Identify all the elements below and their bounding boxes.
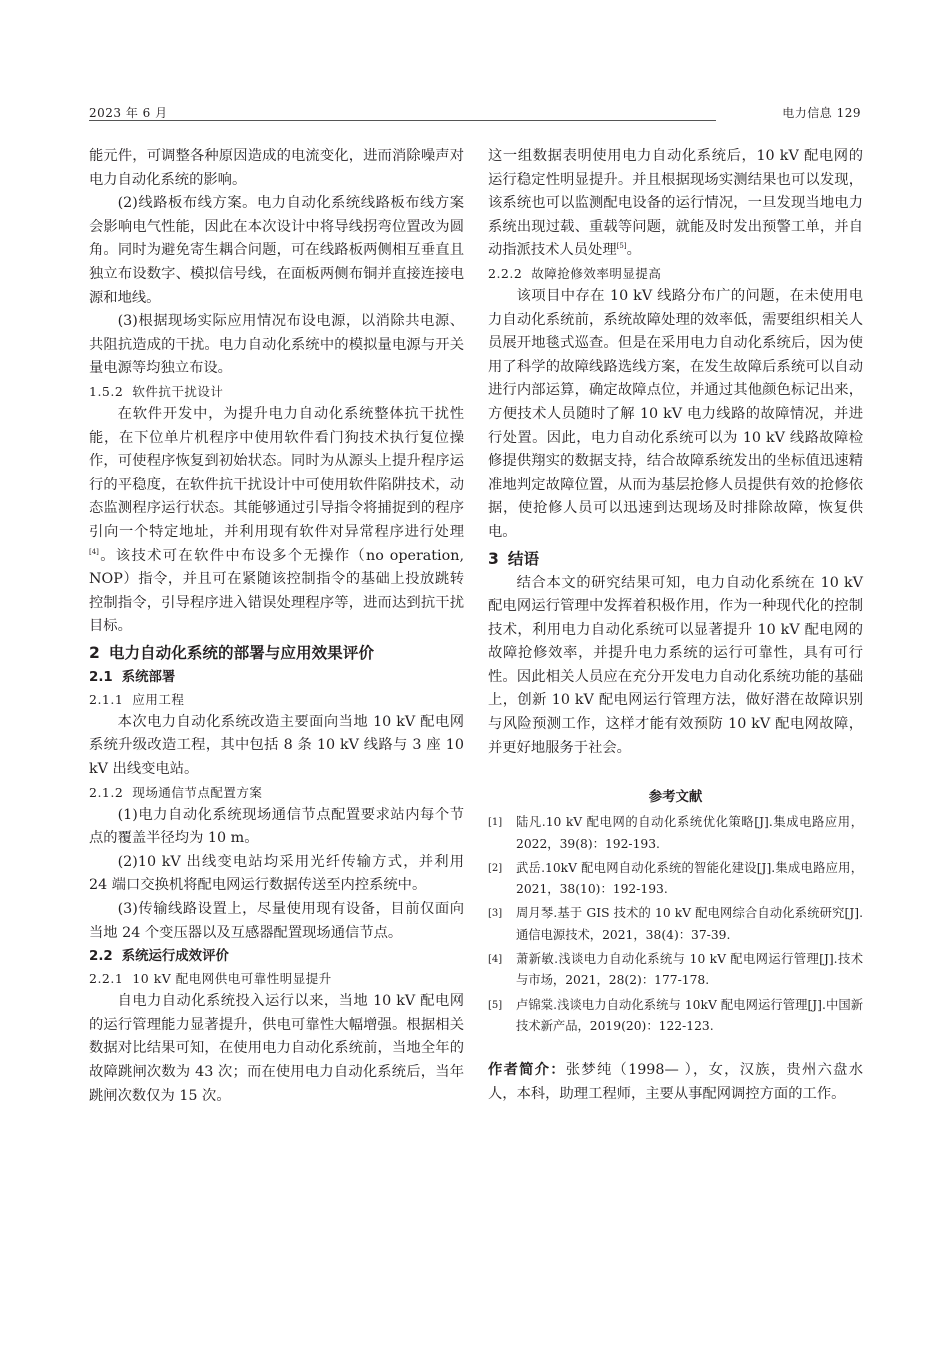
reference-number: [2]: [488, 862, 503, 874]
section-heading-2-2: [89, 945, 464, 968]
paragraph: [89, 403, 464, 639]
reference-item: [488, 903, 863, 946]
references-title: 参考文献: [648, 790, 703, 806]
paragraph: 该项目中存在 10 kV 线路分布广的问题，在未使用电力自动化系统前，系统故障处理的效率低，需要组织相关人员展开地毯式巡查。但是在采用电力自动化系统后，因为使用了科学的故障线路选线方案，在发生故障后系统可以自动进行内部运算，确定故障点位，并通过其他颜色标记出来，方便技术人员随时了解 10 kV 电力线路的故障情况，并进行处置。因此，电力自动化系统可以为 10 kV 线路故障检修提供翔实的数据支持，结合故障系统发出的坐标值迅速精准地判定故障位置，从而为基层抢修人员提供有效的抢修依据，使抢修人员可以迅速到达现场及时排除故障，恢复供电。: [488, 287, 863, 540]
reference-number: [1]: [488, 817, 503, 829]
section-heading-2-1: [89, 666, 464, 689]
reference-list: [488, 812, 863, 1037]
section-heading-3: [488, 547, 863, 571]
reference-text: 武岳.10kV 配电网自动化系统的智能化建设[J].集成电路应用，2021，38(10)：192-193.: [516, 860, 863, 897]
right-column: [488, 145, 863, 1106]
section-number: 1.5.2: [89, 383, 124, 399]
paragraph: (3)传输线路设置上，尽量使用现有设备，目前仅面向当地 24 个变压器以及互感器配置现场通信节点。: [89, 901, 464, 941]
paragraph: (3)根据现场实际应用情况布设电源，以消除共电源、共阻抗造成的干扰。电力自动化系统中的模拟量电源与开关量电源等均独立布设。: [89, 313, 464, 377]
reference-number: [5]: [488, 999, 503, 1011]
section-title: 系统部署: [121, 669, 176, 685]
paragraph: [488, 145, 863, 263]
reference-text: 萧新敏.浅谈电力自动化系统与 10 kV 配电网运行管理[J].技术与市场，2021，28(2)：177-178.: [516, 952, 863, 988]
page-header: [89, 100, 861, 122]
paragraph: 本次电力自动化系统改造主要面向当地 10 kV 配电网系统升级改造工程，其中包括 8 条 10 kV 线路与 3 座 10 kV 出线变电站。: [89, 713, 464, 778]
section-title: 系统运行成效评价: [121, 949, 229, 965]
reference-number: [3]: [488, 908, 503, 920]
reference-item: [488, 949, 863, 992]
reference-item: [488, 812, 863, 855]
section-number: 2.2.2: [488, 265, 523, 281]
reference-text: 陆凡.10 kV 配电网的自动化系统优化策略[J].集成电路应用，2022，39(8)：192-193.: [516, 815, 863, 851]
author-bio-text: 张梦纯（1998— ），女，汉族，贵州六盘水人，本科，助理工程师，主要从事配网调控方面的工作。: [488, 1062, 864, 1102]
header-rule: [89, 120, 716, 121]
paragraph-text: 在软件开发中，为提升电力自动化系统整体抗干扰性能，在下位单片机程序中使用软件看门狗技术执行复位操作，可使程序恢复到初始状态。同时为从源头上提升程序运行的平稳度，在软件抗干扰设计中可使用软件陷阱技术，动态监测程序运行状态。其能够通过引导指令将捕捉到的程序引向一个特定地址，并利用现有软件对异常程序进行处理: [89, 405, 464, 540]
section-number: 2.2.1: [89, 971, 124, 987]
section-heading-2: [89, 641, 464, 665]
left-column: [89, 145, 464, 1108]
section-title: 结语: [507, 549, 540, 568]
author-bio-label: 作者简介：: [488, 1062, 566, 1079]
reference-number: [4]: [488, 954, 503, 966]
paragraph: (2)10 kV 出线变电站均采用光纤传输方式，并利用 24 端口交换机将配电网运行数据传送至内控系统中。: [89, 853, 464, 894]
section-heading-2-2-2: [488, 263, 863, 285]
section-heading-2-2-1: [89, 968, 464, 990]
paragraph-text: 这一组数据表明使用电力自动化系统后，10 kV 配电网的运行稳定性明显提升。并且根据现场实测结果也可以发现，该系统也可以监测配电设备的运行情况，一旦发现当地电力系统出现过载、重载等问题，就能及时发出预警工单，并自动指派技术人员处理: [488, 148, 863, 259]
section-title: 电力自动化系统的部署与应用效果评价: [108, 643, 374, 662]
section-title: 故障抢修效率明显提高: [531, 265, 662, 281]
reference-item: [488, 995, 863, 1038]
section-number: 2.1.1: [89, 691, 124, 707]
section-number: 2.1: [89, 669, 113, 685]
paragraph-text: 。该技术可在软件中布设多个无操作（no operation, NOP）指令，并且可在紧随该控制指令的基础上投放跳转控制指令，引导程序进入错误处理程序等，进而达到抗干扰目标。: [89, 547, 464, 635]
author-bio: [488, 1059, 863, 1106]
section-title: 应用工程: [132, 691, 185, 707]
reference-item: [488, 858, 863, 901]
paragraph-text: 。: [626, 242, 641, 259]
section-number: 2: [89, 643, 100, 662]
reference-text: 卢锦棠.浅谈电力自动化系统与 10kV 配电网运行管理[J].中国新技术新产品，2019(20)：122-123.: [516, 997, 863, 1033]
section-heading-2-1-2: [89, 782, 464, 804]
issue-date: 2023 年 6 月: [89, 106, 168, 120]
section-number: 2.1.2: [89, 784, 124, 800]
section-number: 3: [488, 549, 499, 568]
paragraph: 结合本文的研究结果可知，电力自动化系统在 10 kV 配电网运行管理中发挥着积极作用，作为一种现代化的控制技术，利用电力自动化系统可以显著提升 10 kV 配电网的故障抢修效率，并提升电力系统的运行可靠性，具有可行性。因此相关人员应在充分开发电力自动化系统功能的基础上，创新 10 kV 配电网运行管理方法，做好潜在故障识别与风险预测工作，这样才能有效预防 10 kV 配电网故障，并更好地服务于社会。: [488, 574, 863, 756]
section-number: 2.2: [89, 949, 113, 965]
citation: [5]: [616, 242, 627, 251]
section-title: 10 kV 配电网供电可靠性明显提升: [132, 971, 332, 987]
paragraph: (1)电力自动化系统现场通信节点配置要求站内每个节点的覆盖半径均为 10 m。: [89, 806, 464, 847]
reference-text: 周月琴.基于 GIS 技术的 10 kV 配电网综合自动化系统研究[J].通信电源技术，2021，38(4)：37-39.: [516, 906, 863, 942]
section-title: 现场通信节点配置方案: [132, 784, 263, 800]
paragraph: (2)线路板布线方案。电力自动化系统线路板布线方案会影响电气性能，因此在本次设计中将导线拐弯位置改为圆角。同时为避免寄生耦合问题，可在线路板两侧相互垂直且独立布设数字、模拟信号线，在面板两侧布铜并直接连接电源和地线。: [89, 195, 464, 306]
section-title: 软件抗干扰设计: [132, 383, 224, 399]
citation: [4]: [89, 547, 99, 556]
paragraph: 能元件，可调整各种原因造成的电流变化，进而消除噪声对电力自动化系统的影响。: [89, 148, 464, 188]
section-heading-2-1-1: [89, 689, 464, 711]
section-heading-1-5-2: [89, 381, 464, 403]
paragraph: 自电力自动化系统投入运行以来，当地 10 kV 配电网的运行管理能力显著提升，供电可靠性大幅增强。根据相关数据对比结果可知，在使用电力自动化系统前，当地全年的故障跳闸次数为 43 次；而在使用电力自动化系统后，当年跳闸次数仅为 15 次。: [89, 993, 464, 1104]
journal-page-number: 电力信息 129: [782, 106, 861, 120]
